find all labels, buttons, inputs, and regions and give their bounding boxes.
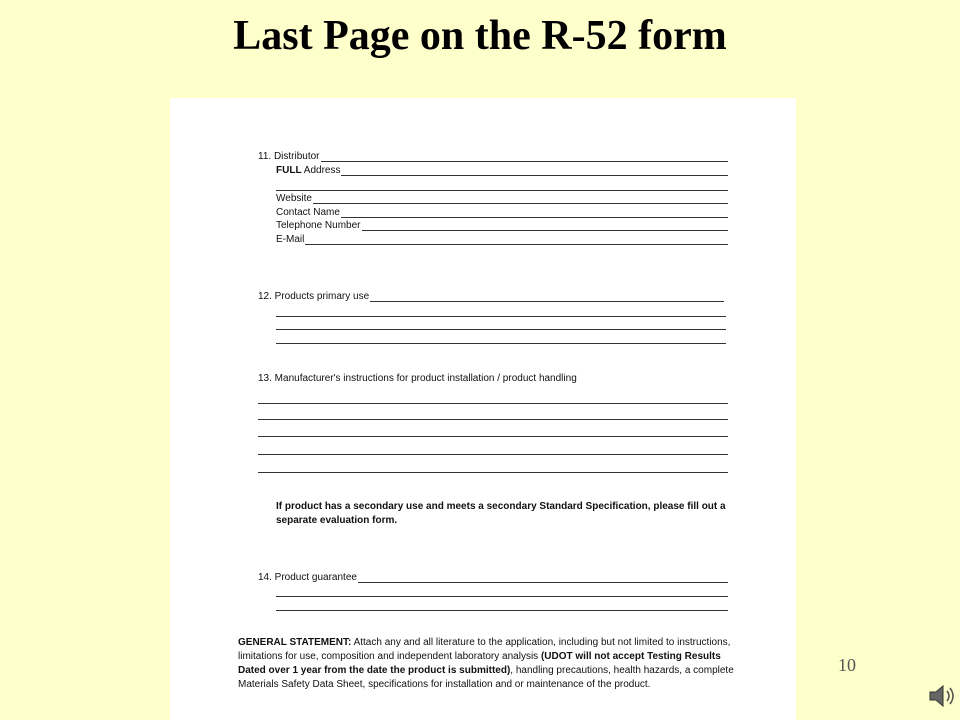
address-line-2 xyxy=(276,190,728,191)
instructions-line-4 xyxy=(258,454,728,455)
guarantee-line-2 xyxy=(276,596,728,597)
primary-use-label: 12. Products primary use xyxy=(258,291,370,302)
secondary-use-note: If product has a secondary use and meets a secondary Standard Specification, please fill out a separate evaluation form. xyxy=(276,501,726,526)
instructions-line-1 xyxy=(258,403,728,404)
general-statement xyxy=(238,636,738,692)
contact-name-label: Contact Name xyxy=(276,207,340,218)
instructions-heading xyxy=(258,373,728,384)
primary-use-line-2 xyxy=(276,316,726,317)
telephone-label: Telephone Number xyxy=(276,220,361,231)
full-address-field xyxy=(276,165,728,176)
instructions-line-2 xyxy=(258,419,728,420)
general-statement-text-1: Attach any and all literature to the application, including but not limited to instructions, limitations for use, composition and independent laboratory analysis xyxy=(238,637,731,662)
instructions-line-3 xyxy=(258,436,728,437)
general-statement-bold: (UDOT will not accept Testing Results Dated over 1 year from the date the product is submitted) xyxy=(238,651,721,676)
full-address-label: FULL Address xyxy=(276,165,341,176)
distributor-label: 11. Distributor xyxy=(258,151,320,162)
primary-use-line-4 xyxy=(276,343,726,344)
email-field xyxy=(276,234,728,245)
website-field xyxy=(276,193,728,204)
slide-number: 10 xyxy=(838,655,856,675)
speaker-icon[interactable] xyxy=(926,680,958,712)
general-statement-text-2: , handling precautions, health hazards, a complete Materials Safety Data Sheet, specifications for installation and or maintenance of the product. xyxy=(238,665,734,690)
instructions-line-5 xyxy=(258,472,728,473)
primary-use-line-3 xyxy=(276,329,726,330)
distributor-field xyxy=(258,151,728,162)
general-statement-label: GENERAL STATEMENT: xyxy=(238,637,352,648)
telephone-field xyxy=(276,220,728,231)
form-page xyxy=(170,98,796,720)
guarantee-field xyxy=(258,572,728,583)
instructions-label: 13. Manufacturer's instructions for product installation / product handling xyxy=(258,373,577,384)
contact-name-field xyxy=(276,207,728,218)
primary-use-field xyxy=(258,291,724,302)
email-label: E-Mail xyxy=(276,234,305,245)
guarantee-line-3 xyxy=(276,610,728,611)
slide-title: Last Page on the R-52 form xyxy=(233,13,727,59)
website-label: Website xyxy=(276,193,312,204)
guarantee-label: 14. Product guarantee xyxy=(258,572,357,583)
